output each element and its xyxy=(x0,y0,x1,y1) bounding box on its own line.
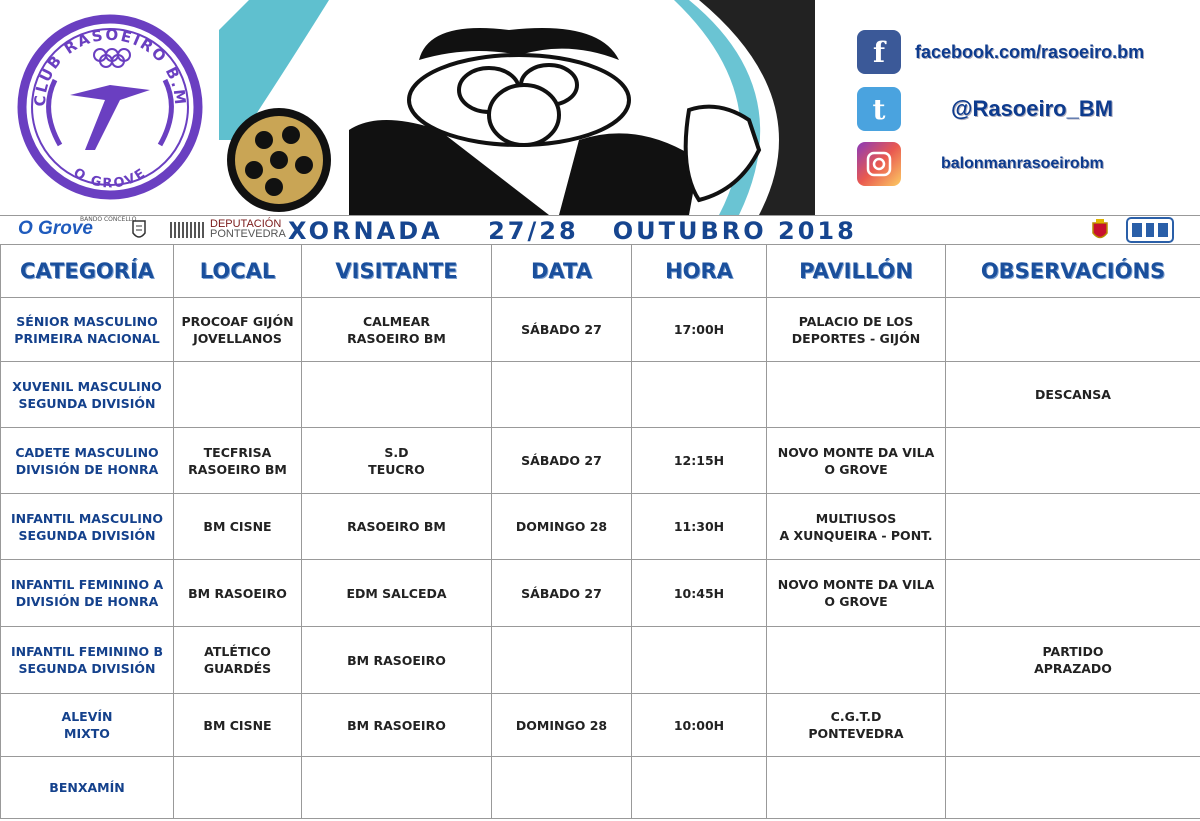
cell-local: BM CISNE xyxy=(174,694,302,757)
cell-data xyxy=(492,627,632,694)
cell-data xyxy=(492,362,632,428)
cell-hora xyxy=(632,362,767,428)
club-name: CLUB RASOEIRO B.M xyxy=(30,25,190,108)
table-row xyxy=(1,757,1200,819)
cell-visitante: BM RASOEIRO xyxy=(302,694,492,757)
instagram-handle: balonmanrasoeirobm xyxy=(941,155,1104,172)
cell-categoria: BENXAMÍN xyxy=(1,757,174,819)
deputacion-title: DEPUTACIÓN xyxy=(210,218,282,230)
social-links xyxy=(815,0,1200,215)
cartoon-player-icon xyxy=(219,0,815,215)
cell-hora: 10:00H xyxy=(632,694,767,757)
header-visitante: VISITANTE xyxy=(302,245,492,298)
cell-observacions: DESCANSA xyxy=(946,362,1200,428)
table-row xyxy=(1,428,1200,494)
cell-local xyxy=(174,362,302,428)
table-header-row xyxy=(1,245,1200,298)
cell-local: TECFRISA RASOEIRO BM xyxy=(174,428,302,494)
cell-observacions xyxy=(946,694,1200,757)
cell-data: SÁBADO 27 xyxy=(492,298,632,362)
header-local: LOCAL xyxy=(174,245,302,298)
twitter-link[interactable] xyxy=(857,87,1113,131)
cell-visitante: BM RASOEIRO xyxy=(302,627,492,694)
cell-pavillon xyxy=(767,362,946,428)
federation-logo-icon xyxy=(1126,217,1174,243)
table-row xyxy=(1,362,1200,428)
cell-local: BM RASOEIRO xyxy=(174,560,302,627)
cell-data xyxy=(492,757,632,819)
twitter-handle: @Rasoeiro_BM xyxy=(951,96,1114,121)
cell-visitante: RASOEIRO BM xyxy=(302,494,492,560)
header-pavillon: PAVILLÓN xyxy=(767,245,946,298)
cell-observacions xyxy=(946,494,1200,560)
cell-pavillon: C.G.T.D PONTEVEDRA xyxy=(767,694,946,757)
cell-categoria: INFANTIL FEMININO B SEGUNDA DIVISIÓN xyxy=(1,627,174,694)
cell-hora: 12:15H xyxy=(632,428,767,494)
xornada-title: XORNADA 27/28 OUTUBRO 2018 xyxy=(288,217,857,245)
header xyxy=(0,0,1200,216)
cell-pavillon: MULTIUSOS A XUNQUEIRA - PONT. xyxy=(767,494,946,560)
cell-data: DOMINGO 28 xyxy=(492,694,632,757)
cell-observacions: PARTIDO APRAZADO xyxy=(946,627,1200,694)
cell-pavillon xyxy=(767,627,946,694)
table-row xyxy=(1,560,1200,627)
cell-hora: 11:30H xyxy=(632,494,767,560)
club-crest-icon xyxy=(0,0,219,215)
cell-categoria: CADETE MASCULINO DIVISIÓN DE HONRA xyxy=(1,428,174,494)
deputacion-logo xyxy=(210,219,286,239)
cell-local: BM CISNE xyxy=(174,494,302,560)
cartoon-artwork xyxy=(219,0,816,215)
cell-hora: 17:00H xyxy=(632,298,767,362)
xornada-banner xyxy=(0,216,1200,244)
cell-observacions xyxy=(946,757,1200,819)
cell-visitante: S.D TEUCRO xyxy=(302,428,492,494)
cell-pavillon: NOVO MONTE DA VILA O GROVE xyxy=(767,428,946,494)
cell-pavillon: NOVO MONTE DA VILA O GROVE xyxy=(767,560,946,627)
cell-visitante: EDM SALCEDA xyxy=(302,560,492,627)
cell-visitante xyxy=(302,757,492,819)
table-row xyxy=(1,627,1200,694)
table-row xyxy=(1,694,1200,757)
instagram-link[interactable] xyxy=(857,142,1104,186)
club-town: O GROVE xyxy=(70,165,150,192)
header-hora: HORA xyxy=(632,245,767,298)
cell-observacions xyxy=(946,560,1200,627)
table-row xyxy=(1,494,1200,560)
deputacion-grid-icon xyxy=(170,222,208,238)
concello-shield-icon xyxy=(132,219,146,241)
cell-hora xyxy=(632,757,767,819)
coat-of-arms-icon xyxy=(1090,218,1110,242)
concello-logo: O Grove xyxy=(18,218,93,239)
concello-small-text: BANDO CONCELLO xyxy=(80,216,137,223)
cell-categoria: INFANTIL FEMININO A DIVISIÓN DE HONRA xyxy=(1,560,174,627)
cell-categoria: XUVENIL MASCULINO SEGUNDA DIVISIÓN xyxy=(1,362,174,428)
header-data: DATA xyxy=(492,245,632,298)
cell-local: PROCOAF GIJÓN JOVELLANOS xyxy=(174,298,302,362)
cell-pavillon: PALACIO DE LOS DEPORTES - GIJÓN xyxy=(767,298,946,362)
cell-data: DOMINGO 28 xyxy=(492,494,632,560)
cell-local xyxy=(174,757,302,819)
table-row xyxy=(1,298,1200,362)
instagram-icon xyxy=(857,142,901,186)
cell-data: SÁBADO 27 xyxy=(492,560,632,627)
cell-observacions xyxy=(946,428,1200,494)
cell-visitante xyxy=(302,362,492,428)
cell-pavillon xyxy=(767,757,946,819)
cell-observacions xyxy=(946,298,1200,362)
club-logo xyxy=(0,0,220,215)
cell-visitante: CALMEAR RASOEIRO BM xyxy=(302,298,492,362)
cell-hora: 10:45H xyxy=(632,560,767,627)
facebook-link[interactable] xyxy=(857,30,1144,74)
header-observacions: OBSERVACIÓNS xyxy=(946,245,1200,298)
cell-categoria: SÉNIOR MASCULINO PRIMEIRA NACIONAL xyxy=(1,298,174,362)
twitter-icon: t xyxy=(857,87,901,131)
schedule-table xyxy=(0,244,1200,819)
header-categoria: CATEGORÍA xyxy=(1,245,174,298)
deputacion-subtitle: PONTEVEDRA xyxy=(210,228,286,240)
facebook-icon: f xyxy=(857,30,901,74)
facebook-handle: facebook.com/rasoeiro.bm xyxy=(915,41,1145,62)
cell-local: ATLÉTICO GUARDÉS xyxy=(174,627,302,694)
cell-categoria: ALEVÍN MIXTO xyxy=(1,694,174,757)
cell-hora xyxy=(632,627,767,694)
cell-categoria: INFANTIL MASCULINO SEGUNDA DIVISIÓN xyxy=(1,494,174,560)
cell-data: SÁBADO 27 xyxy=(492,428,632,494)
